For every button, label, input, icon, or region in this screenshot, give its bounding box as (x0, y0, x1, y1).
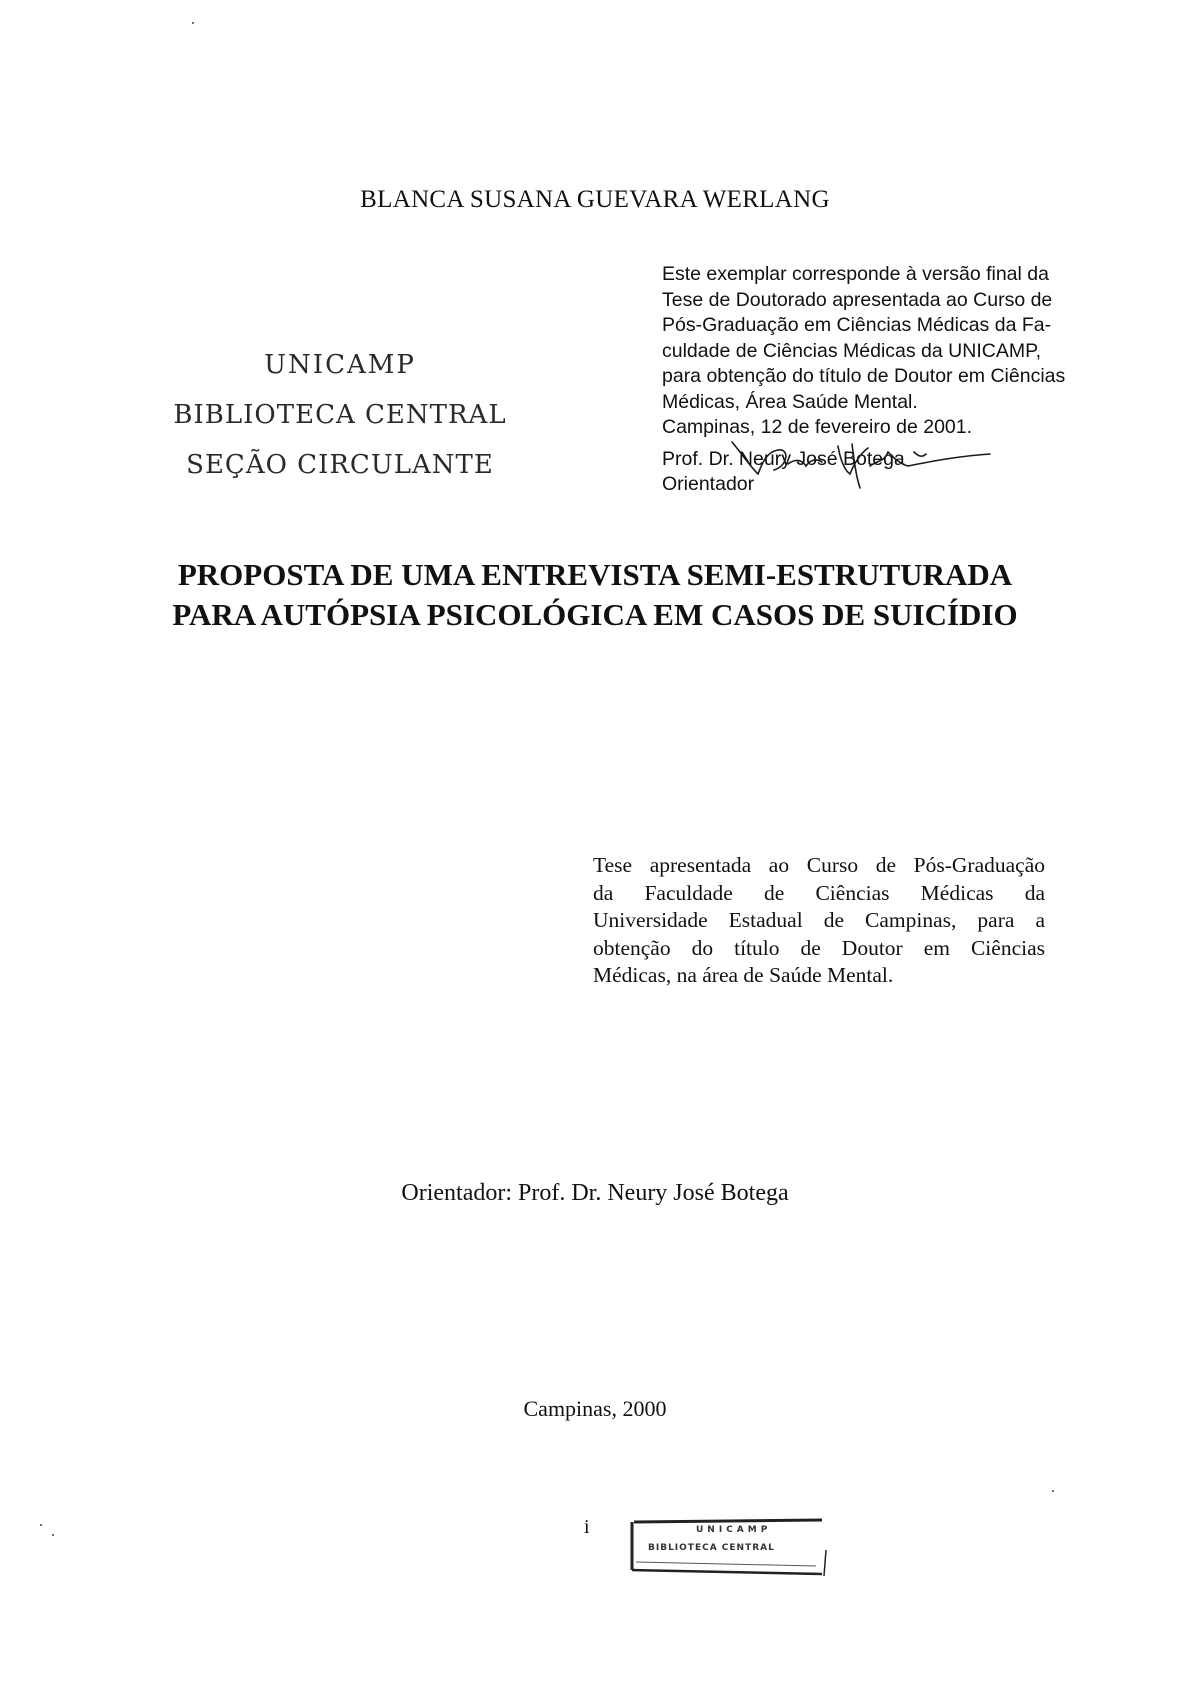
author-name: BLANCA SUSANA GUEVARA WERLANG (360, 186, 830, 213)
presentation-line: Tese apresentada ao Curso de Pós-Graduação (593, 853, 1045, 877)
approval-line: Médicas, Área Saúde Mental. (662, 390, 918, 413)
page-number: i (584, 1516, 590, 1538)
presentation-line: Médicas, na área de Saúde Mental. (593, 963, 894, 987)
scan-speck (52, 1534, 54, 1536)
approval-line: para obtenção do título de Doutor em Ciências (662, 365, 1066, 387)
approval-role: Orientador (662, 473, 755, 495)
stamp-line-library: BIBLIOTECA CENTRAL (173, 400, 507, 430)
library-stamp (140, 340, 540, 490)
thesis-title-line-2: PARA AUTÓPSIA PSICOLÓGICA EM CASOS DE SUICÍDIO (172, 597, 1018, 632)
bottom-stamp-line-1: UNICAMP (696, 1525, 772, 1535)
approval-date: Campinas, 12 de fevereiro de 2001. (662, 416, 973, 438)
approval-signatory: Prof. Dr. Neury José Botega (662, 447, 905, 470)
approval-line: Tese de Doutorado apresentada ao Curso de (662, 288, 1053, 311)
presentation-line: Universidade Estadual de Campinas, para a (593, 908, 1045, 932)
advisor-line: Orientador: Prof. Dr. Neury José Botega (401, 1180, 789, 1206)
stamp-line-university: UNICAMP (264, 350, 416, 380)
approval-line: Pós-Graduação em Ciências Médicas da Fa- (662, 314, 1052, 336)
bottom-stamp-line-2: BIBLIOTECA CENTRAL (648, 1543, 775, 1553)
approval-line: culdade de Ciências Médicas da UNICAMP, (662, 339, 1041, 362)
stamp-line-section: SEÇÃO CIRCULANTE (186, 450, 494, 480)
presentation-note (593, 852, 1045, 990)
bottom-library-stamp (626, 1512, 834, 1582)
thesis-title-line-1: PROPOSTA DE UMA ENTREVISTA SEMI-ESTRUTURADA (177, 557, 1013, 592)
handwritten-signature (728, 440, 998, 490)
scan-speck (1052, 1490, 1054, 1492)
thesis-title (80, 555, 1110, 635)
presentation-line: obtenção do título de Doutor em Ciências (593, 935, 1045, 960)
scan-speck (192, 22, 194, 24)
presentation-line: da Faculdade de Ciências Médicas da (593, 880, 1045, 905)
approval-line: Este exemplar corresponde à versão final da (662, 263, 1049, 285)
scan-speck (40, 1524, 42, 1526)
city-year: Campinas, 2000 (523, 1396, 667, 1421)
